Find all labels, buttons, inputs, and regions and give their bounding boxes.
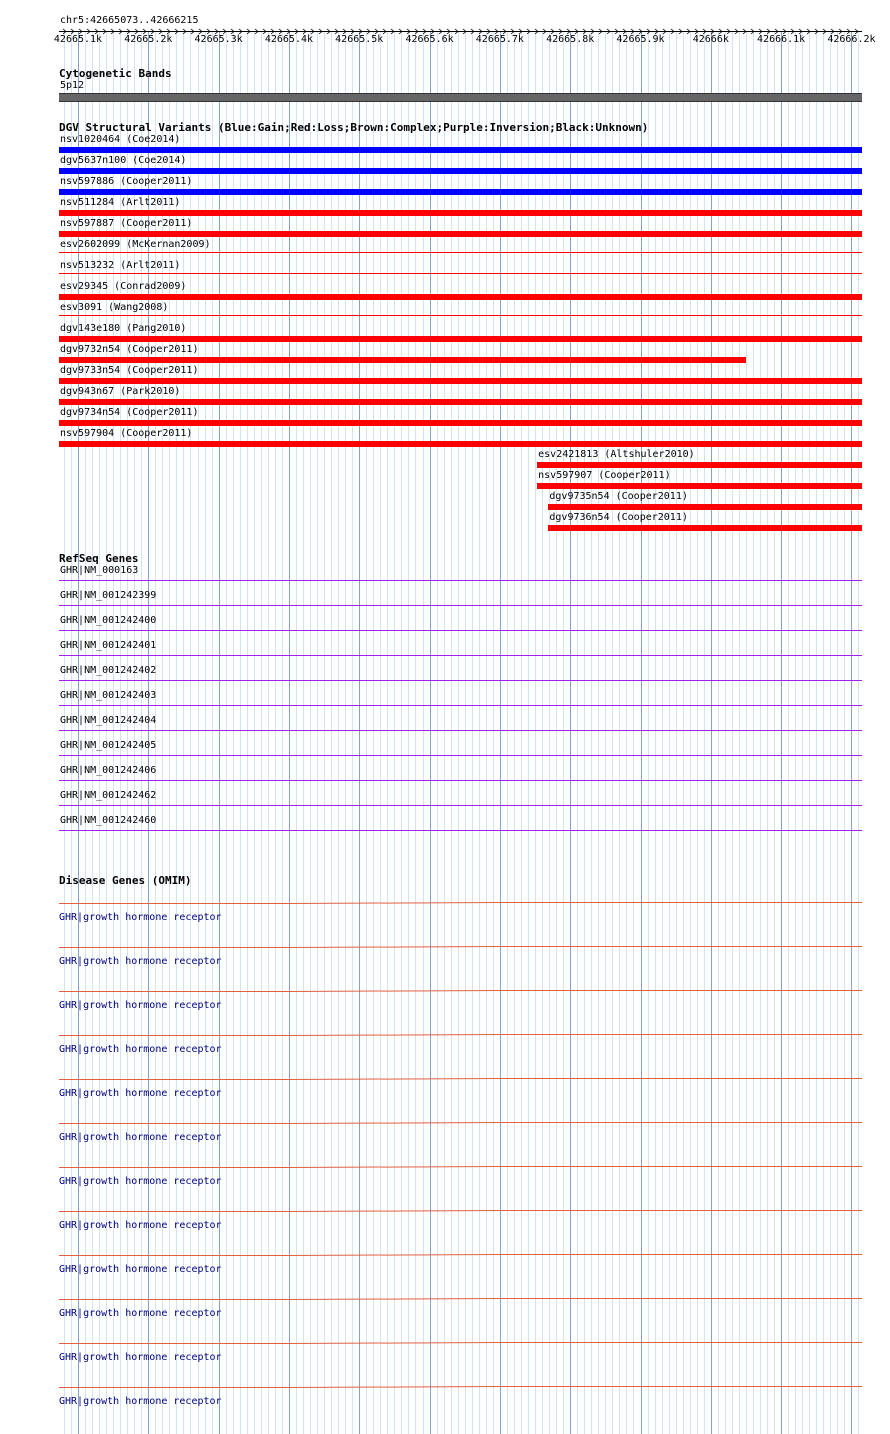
dgv-variant-label[interactable]: nsv597887 (Cooper2011) xyxy=(60,218,193,229)
refseq-gene-label[interactable]: GHR|NM_001242460 xyxy=(60,815,157,826)
dgv-variant-bar[interactable] xyxy=(59,378,862,384)
dgv-variant-bar[interactable] xyxy=(537,462,862,468)
omim-gene-label[interactable]: GHR|growth hormone receptor xyxy=(59,1352,222,1363)
omim-gene-line[interactable] xyxy=(59,1299,862,1300)
omim-gene-label[interactable]: GHR|growth hormone receptor xyxy=(59,1396,222,1407)
dgv-variant-bar[interactable] xyxy=(59,294,862,300)
dgv-variant-label[interactable]: dgv943n67 (Park2010) xyxy=(60,386,181,397)
refseq-gene-label[interactable]: GHR|NM_001242462 xyxy=(60,790,157,801)
ruler-tick-label: 42665.9k xyxy=(616,34,665,45)
dgv-variant-label[interactable]: nsv597904 (Cooper2011) xyxy=(60,428,193,439)
cytoband-bar[interactable] xyxy=(59,93,862,102)
dgv-variant-bar[interactable] xyxy=(59,315,862,316)
ruler-tick-label: 42666.2k xyxy=(827,34,876,45)
refseq-gene-label[interactable]: GHR|NM_001242405 xyxy=(60,740,157,751)
refseq-gene-label[interactable]: GHR|NM_001242406 xyxy=(60,765,157,776)
omim-gene-line[interactable] xyxy=(59,1079,862,1080)
ruler-tick-label: 42666k xyxy=(692,34,729,45)
dgv-variant-label[interactable]: esv3091 (Wang2008) xyxy=(60,302,169,313)
dgv-variant-bar[interactable] xyxy=(537,483,862,489)
dgv-variant-bar[interactable] xyxy=(59,231,862,237)
omim-gene-line[interactable] xyxy=(59,991,862,992)
omim-gene-label[interactable]: GHR|growth hormone receptor xyxy=(59,1088,222,1099)
dgv-variant-label[interactable]: nsv511284 (Arlt2011) xyxy=(60,197,181,208)
dgv-variant-bar[interactable] xyxy=(548,525,862,531)
dgv-variant-label[interactable]: nsv513232 (Arlt2011) xyxy=(60,260,181,271)
dgv-variant-bar[interactable] xyxy=(59,147,862,153)
omim-gene-line[interactable] xyxy=(59,903,862,904)
dgv-variant-label[interactable]: nsv597907 (Cooper2011) xyxy=(538,470,671,481)
dgv-variant-bar[interactable] xyxy=(59,168,862,174)
dgv-variant-bar[interactable] xyxy=(59,273,862,274)
ruler-tick-label: 42665.2k xyxy=(124,34,173,45)
dgv-variant-bar[interactable] xyxy=(548,504,862,510)
cytoband-label: 5p12 xyxy=(60,80,85,91)
omim-gene-line[interactable] xyxy=(59,1387,862,1388)
dgv-variant-bar[interactable] xyxy=(59,357,746,363)
omim-gene-line[interactable] xyxy=(59,1123,862,1124)
omim-gene-line[interactable] xyxy=(59,1167,862,1168)
dgv-variant-label[interactable]: nsv1020464 (Coe2014) xyxy=(60,134,181,145)
omim-gene-label[interactable]: GHR|growth hormone receptor xyxy=(59,1308,222,1319)
dgv-variant-bar[interactable] xyxy=(59,441,862,447)
dgv-variant-bar[interactable] xyxy=(59,189,862,195)
refseq-gene-label[interactable]: GHR|NM_001242399 xyxy=(60,590,157,601)
refseq-gene-label[interactable]: GHR|NM_001242401 xyxy=(60,640,157,651)
dgv-variant-bar[interactable] xyxy=(59,210,862,216)
dgv-variant-label[interactable]: dgv9735n54 (Cooper2011) xyxy=(549,491,688,502)
omim-gene-line[interactable] xyxy=(59,947,862,948)
dgv-variant-label[interactable]: dgv143e180 (Pang2010) xyxy=(60,323,187,334)
dgv-variant-bar[interactable] xyxy=(59,336,862,342)
omim-gene-label[interactable]: GHR|growth hormone receptor xyxy=(59,956,222,967)
dgv-variant-label[interactable]: dgv5637n100 (Coe2014) xyxy=(60,155,187,166)
dgv-variant-label[interactable]: esv2421813 (Altshuler2010) xyxy=(538,449,695,460)
dgv-variant-bar[interactable] xyxy=(59,399,862,405)
refseq-gene-label[interactable]: GHR|NM_001242402 xyxy=(60,665,157,676)
ruler-tick-label: 42665.1k xyxy=(53,34,103,45)
refseq-gene-label[interactable]: GHR|NM_001242400 xyxy=(60,615,157,626)
dgv-variant-bar[interactable] xyxy=(59,252,862,253)
dgv-variant-label[interactable]: esv2602099 (McKernan2009) xyxy=(60,239,211,250)
omim-gene-line[interactable] xyxy=(59,1255,862,1256)
omim-gene-label[interactable]: GHR|growth hormone receptor xyxy=(59,1044,222,1055)
refseq-track-title: RefSeq Genes xyxy=(59,552,139,565)
dgv-variant-label[interactable]: dgv9733n54 (Cooper2011) xyxy=(60,365,199,376)
ruler-tick-label: 42666.1k xyxy=(757,34,806,45)
omim-gene-line[interactable] xyxy=(59,1211,862,1212)
omim-gene-label[interactable]: GHR|growth hormone receptor xyxy=(59,1176,222,1187)
ruler-tick-label: 42665.8k xyxy=(546,34,595,45)
refseq-gene-label[interactable]: GHR|NM_001242404 xyxy=(60,715,157,726)
ruler-tick-label: 42665.3k xyxy=(194,34,243,45)
omim-gene-label[interactable]: GHR|growth hormone receptor xyxy=(59,912,222,923)
omim-gene-label[interactable]: GHR|growth hormone receptor xyxy=(59,1000,222,1011)
omim-gene-label[interactable]: GHR|growth hormone receptor xyxy=(59,1264,222,1275)
refseq-gene-label[interactable]: GHR|NM_000163 xyxy=(60,565,139,576)
dgv-track-title: DGV Structural Variants (Blue:Gain;Red:Loss;Brown:Complex;Purple:Inversion;Black:Unknown) xyxy=(59,121,649,134)
dgv-variant-label[interactable]: dgv9736n54 (Cooper2011) xyxy=(549,512,688,523)
dgv-variant-label[interactable]: nsv597886 (Cooper2011) xyxy=(60,176,193,187)
omim-gene-line[interactable] xyxy=(59,1343,862,1344)
omim-gene-label[interactable]: GHR|growth hormone receptor xyxy=(59,1220,222,1231)
dgv-variant-label[interactable]: dgv9734n54 (Cooper2011) xyxy=(60,407,199,418)
omim-gene-label[interactable]: GHR|growth hormone receptor xyxy=(59,1132,222,1143)
dgv-variant-label[interactable]: dgv9732n54 (Cooper2011) xyxy=(60,344,199,355)
ruler-tick-label: 42665.4k xyxy=(264,34,314,45)
ruler-tick-label: 42665.5k xyxy=(335,34,384,45)
refseq-gene-label[interactable]: GHR|NM_001242403 xyxy=(60,690,157,701)
omim-gene-line[interactable] xyxy=(59,1035,862,1036)
ruler-tick-label: 42665.7k xyxy=(475,34,524,45)
ruler-tick-label: 42665.6k xyxy=(405,34,454,45)
dgv-variant-label[interactable]: esv29345 (Conrad2009) xyxy=(60,281,187,292)
region-label: chr5:42665073..42666215 xyxy=(60,15,199,26)
omim-track-title: Disease Genes (OMIM) xyxy=(59,874,192,887)
dgv-variant-bar[interactable] xyxy=(59,420,862,426)
cytoband-track-title: Cytogenetic Bands xyxy=(59,67,172,80)
